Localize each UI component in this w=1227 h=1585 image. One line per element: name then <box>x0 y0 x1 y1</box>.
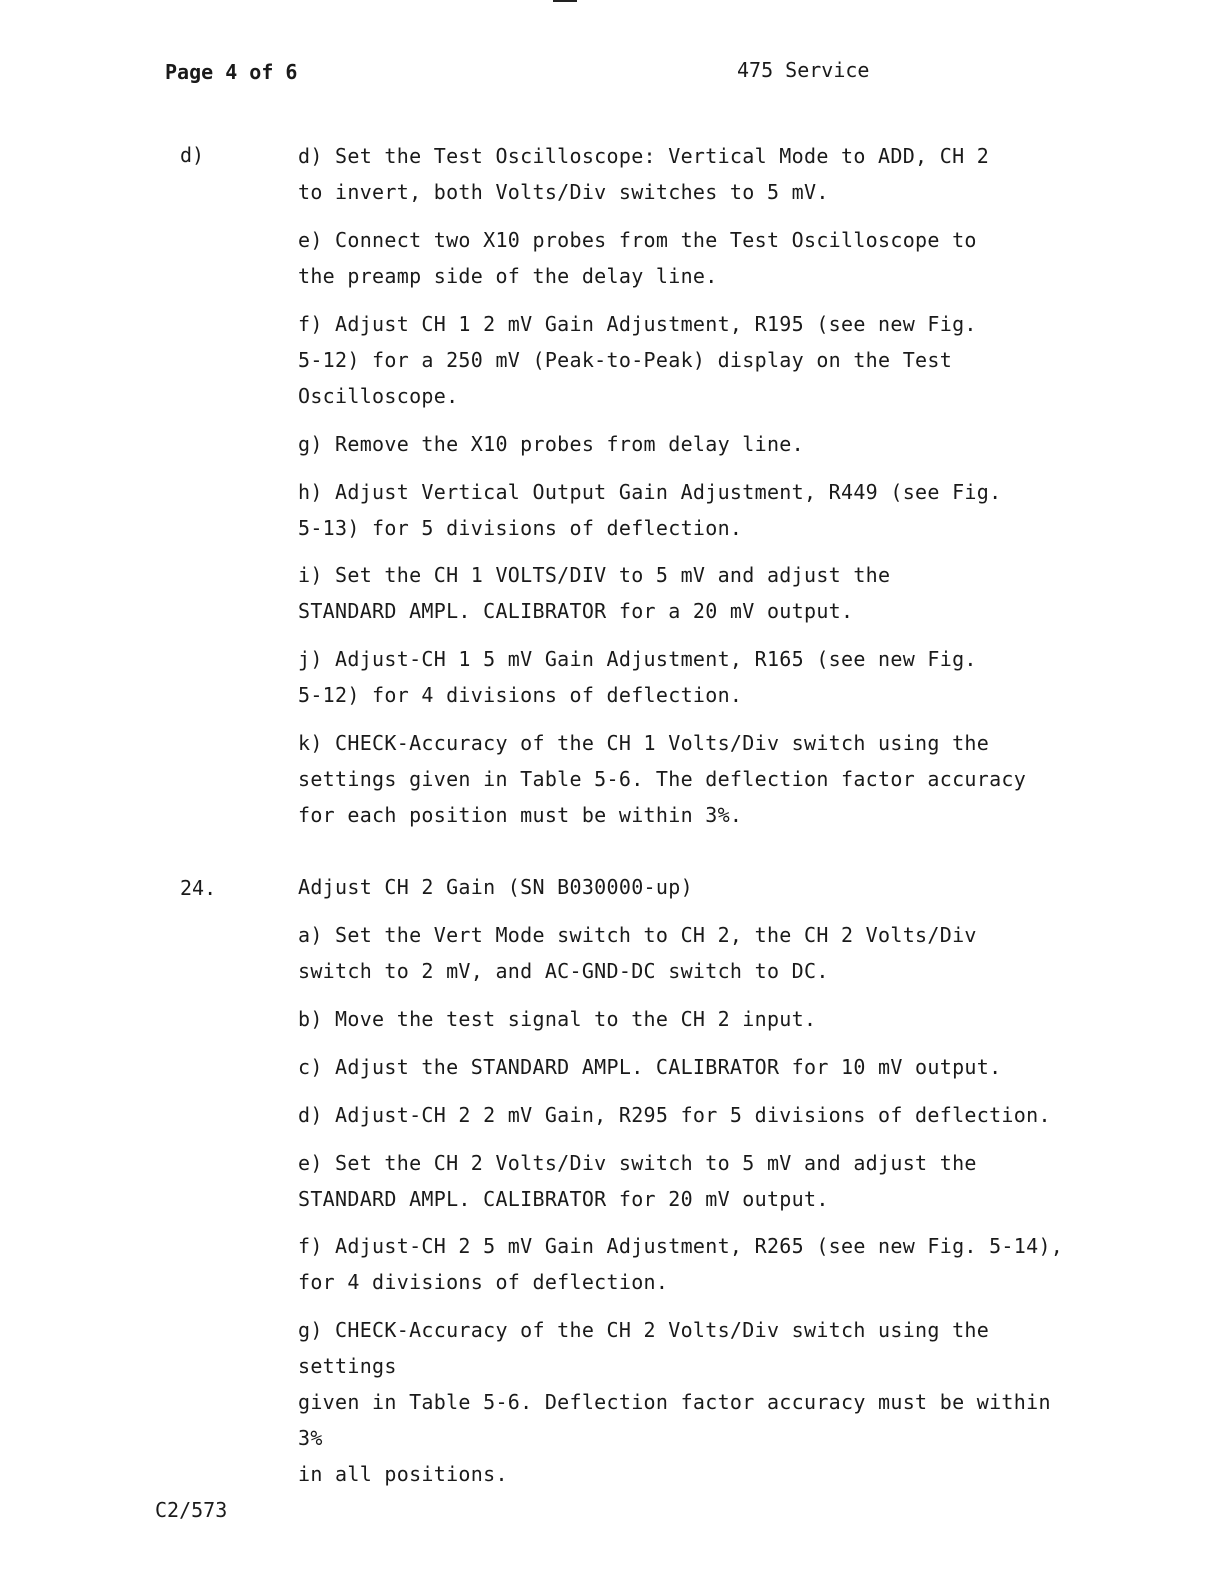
step-d-i: i) Set the CH 1 VOLTS/DIV to 5 mV and adjust the STANDARD AMPL. CALIBRATOR for a 20 mV output. <box>298 563 891 623</box>
step-24-g: g) CHECK-Accuracy of the CH 2 Volts/Div switch using the settings given in Table 5-6. Deflection factor accuracy must be within 3% in all positions. <box>298 1318 1051 1486</box>
step-d-k: k) CHECK-Accuracy of the CH 1 Volts/Div switch using the settings given in Table 5-6. The deflection factor accuracy for each position must be within 3%. <box>298 731 1027 827</box>
step-d-e: e) Connect two X10 probes from the Test Oscilloscope to the preamp side of the delay line. <box>298 228 977 288</box>
document-code: C2/573 <box>155 1498 228 1522</box>
step-d-g: g) Remove the X10 probes from delay line. <box>298 432 804 456</box>
step-d-f: f) Adjust CH 1 2 mV Gain Adjustment, R195 (see new Fig. 5-12) for a 250 mV (Peak-to-Peak) display on the Test Oscilloscope. <box>298 312 977 408</box>
step-24-a: a) Set the Vert Mode switch to CH 2, the CH 2 Volts/Div switch to 2 mV, and AC-GND-DC switch to DC. <box>298 923 977 983</box>
page-number: Page 4 of 6 <box>165 60 298 84</box>
step-24-d: d) Adjust-CH 2 2 mV Gain, R295 for 5 divisions of deflection. <box>298 1103 1051 1127</box>
document-title: 475 Service <box>737 58 870 82</box>
section-24-marker: 24. <box>180 876 217 900</box>
step-d-h: h) Adjust Vertical Output Gain Adjustment, R449 (see Fig. 5-13) for 5 divisions of deflection. <box>298 480 1002 540</box>
step-24-f: f) Adjust-CH 2 5 mV Gain Adjustment, R265 (see new Fig. 5-14), for 4 divisions of deflection. <box>298 1234 1064 1294</box>
step-24-e: e) Set the CH 2 Volts/Div switch to 5 mV and adjust the STANDARD AMPL. CALIBRATOR for 20 mV output. <box>298 1151 977 1211</box>
step-d-j: j) Adjust-CH 1 5 mV Gain Adjustment, R165 (see new Fig. 5-12) for 4 divisions of deflection. <box>298 647 977 707</box>
section-24-heading: Adjust CH 2 Gain (SN B030000-up) <box>298 875 693 899</box>
step-d-d: d) Set the Test Oscilloscope: Vertical Mode to ADD, CH 2 to invert, both Volts/Div switches to 5 mV. <box>298 144 990 204</box>
section-d-marker: d) <box>180 143 205 167</box>
step-24-c: c) Adjust the STANDARD AMPL. CALIBRATOR for 10 mV output. <box>298 1055 1002 1079</box>
step-24-b: b) Move the test signal to the CH 2 input. <box>298 1007 817 1031</box>
page-top-mark <box>553 0 577 2</box>
